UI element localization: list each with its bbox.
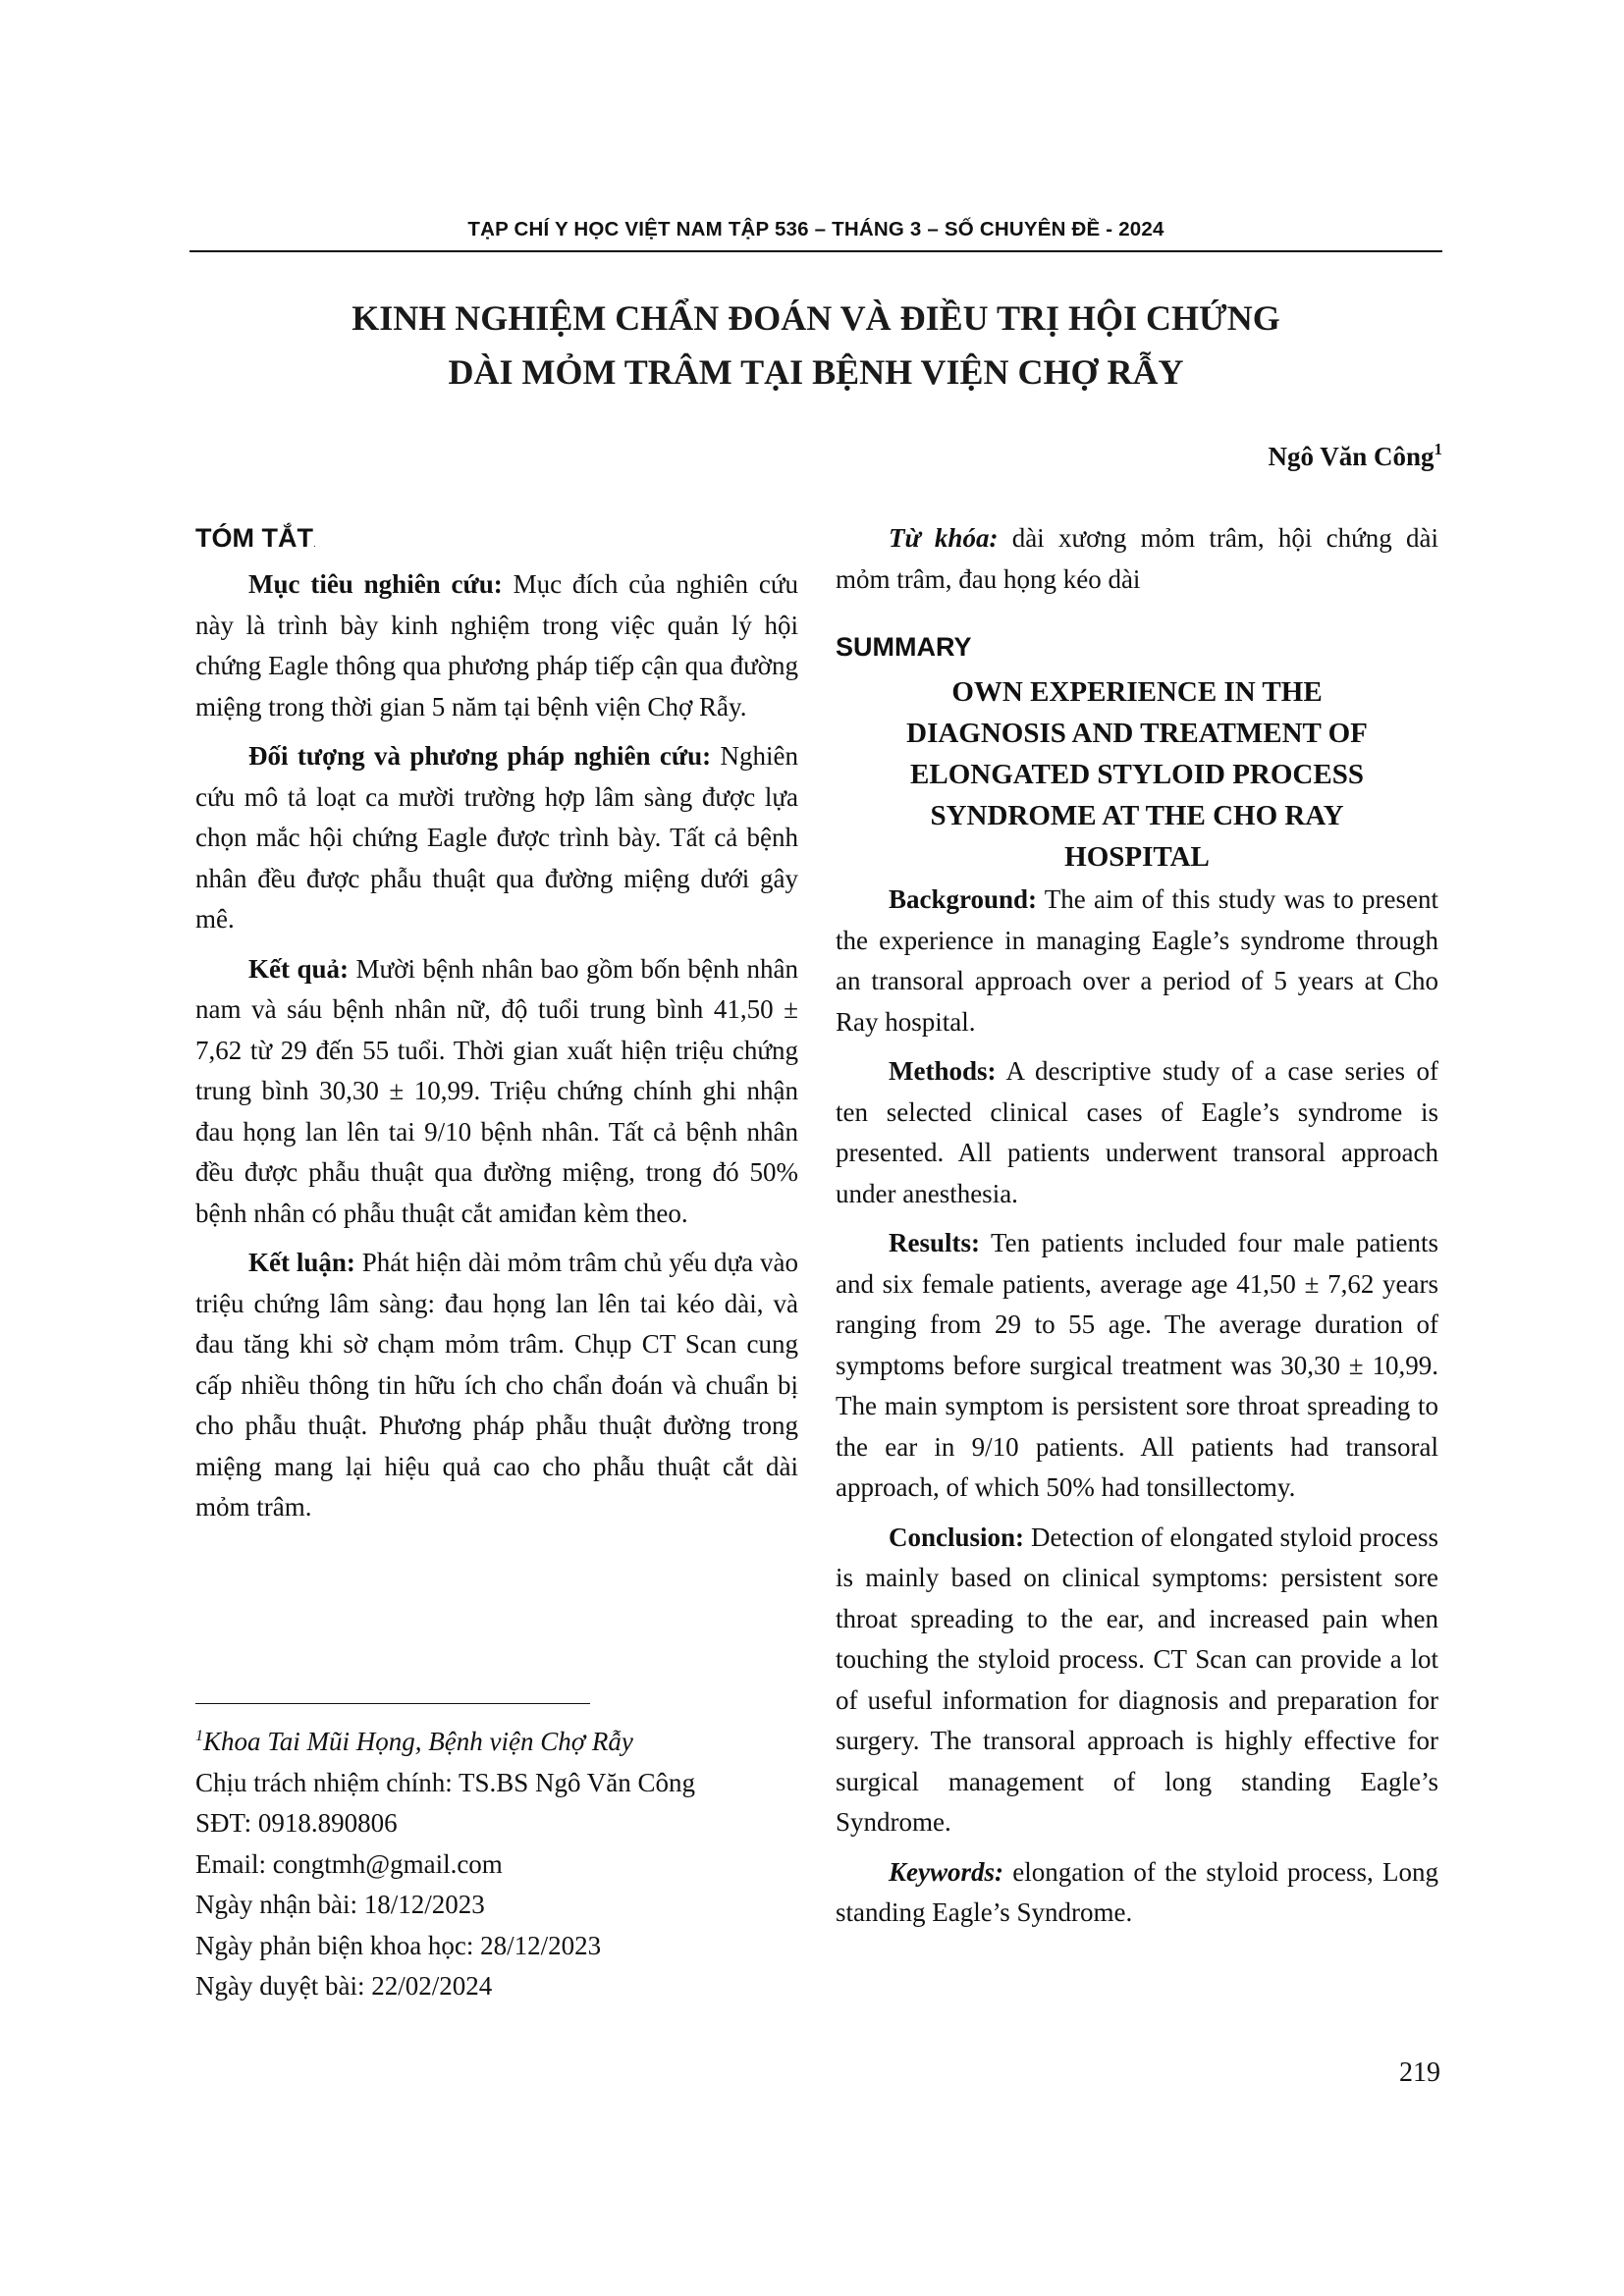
en-conclusion-label: Conclusion: — [889, 1522, 1025, 1552]
en-results-text: Ten patients included four male patients and six female patients, average age 41,50 ± 7,62 years ranging from 29 to 55 age. The average duration of symptoms before surgical treatment was 30,30 ± 10,99. The main symptom is persistent sore throat spreading to the ear in 9/10 patients. All patients had transoral approach, of which 50% had tonsillectomy. — [836, 1228, 1438, 1502]
left-column — [195, 518, 798, 1537]
english-title-line-3: ELONGATED STYLOID PROCESS — [910, 759, 1364, 790]
english-title — [836, 671, 1438, 878]
en-keywords-text: elongation of the styloid process, Long standing Eagle’s Syndrome. — [836, 1856, 1438, 1927]
vn-methods-paragraph — [195, 736, 798, 940]
en-results-paragraph — [836, 1223, 1438, 1509]
title-line-2: DÀI MỎM TRÂM TẠI BỆNH VIỆN CHỢ RẪY — [448, 352, 1184, 392]
en-background-label: Background: — [889, 884, 1038, 914]
vn-results-text: Mười bệnh nhân bao gồm bốn bệnh nhân nam và sáu bệnh nhân nữ, độ tuổi trung bình 41,50 ± 7,62 từ 29 đến 55 tuổi. Thời gian xuất hiện triệu chứng trung bình 30,30 ± 10,99. Triệu chứng chính ghi nhận đau họng lan lên tai 9/10 bệnh nhân. Tất cả bệnh nhân đều được phẫu thuật qua đường miệng, trong đó 50% bệnh nhân có phẫu thuật cắt amiđan kèm theo. — [195, 953, 799, 1228]
english-title-line-2: DIAGNOSIS AND TREATMENT OF — [906, 718, 1368, 749]
page-number: 219 — [1399, 2057, 1440, 2088]
footnote-received: Ngày nhận bài: 18/12/2023 — [195, 1890, 485, 1919]
en-conclusion-text: Detection of elongated styloid process is mainly based on clinical symptoms: persistent sore throat spreading to the ear, and increased pain when touching the styloid process. CT Scan can provide a lot of useful information for diagnosis and preparation for surgery. The transoral approach is highly effective for surgical management of long standing Eagle’s Syndrome. — [836, 1522, 1438, 1837]
author — [1268, 440, 1442, 472]
vn-abstract-heading: TÓM TẮT. — [195, 523, 316, 553]
title-line-1: KINH NGHIỆM CHẨN ĐOÁN VÀ ĐIỀU TRỊ HỘI CHỨNG — [352, 298, 1280, 338]
english-title-line-5: HOSPITAL — [1064, 841, 1210, 873]
en-keywords-paragraph — [836, 1852, 1438, 1934]
en-methods-paragraph — [836, 1051, 1438, 1214]
footnotes — [195, 1716, 798, 2007]
english-title-line-4: SYNDROME AT THE CHO RAY — [930, 800, 1344, 831]
en-methods-label: Methods: — [889, 1056, 997, 1086]
vn-objective-paragraph — [195, 564, 798, 727]
footnote-accepted: Ngày duyệt bài: 22/02/2024 — [195, 1971, 493, 2001]
author-name: Ngô Văn Công — [1268, 442, 1435, 471]
vn-conclusion-label: Kết luận: — [248, 1248, 355, 1277]
footnote-phone: SĐT: 0918.890806 — [195, 1808, 398, 1838]
footnote-responsible: Chịu trách nhiệm chính: TS.BS Ngô Văn Công — [195, 1767, 695, 1797]
header-rule — [189, 250, 1442, 252]
vn-conclusion-paragraph — [195, 1243, 798, 1528]
vn-conclusion-text: Phát hiện dài mỏm trâm chủ yếu dựa vào triệu chứng lâm sàng: đau họng lan lên tai kéo dài, và đau tăng khi sờ chạm mỏm trâm. Chụp CT Scan cung cấp nhiều thông tin hữu ích cho chẩn đoán và chuẩn bị cho phẫu thuật. Phương pháp phẫu thuật đường trong miệng mang lại hiệu quả cao cho phẫu thuật cắt dài mỏm trâm. — [195, 1248, 798, 1522]
vn-keywords-paragraph — [836, 518, 1438, 600]
english-title-line-1: OWN EXPERIENCE IN THE — [951, 676, 1323, 708]
running-header: TẠP CHÍ Y HỌC VIỆT NAM TẬP 536 – THÁNG 3 – SỐ CHUYÊN ĐỀ - 2024 — [467, 218, 1164, 240]
vn-objective-text: Mục đích của nghiên cứu này là trình bày kinh nghiệm trong việc quản lý hội chứng Eagle thông qua phương pháp tiếp cận qua đường miệng trong thời gian 5 năm tại bệnh viện Chợ Rẫy. — [195, 569, 798, 721]
vn-methods-text: Nghiên cứu mô tả loạt ca mười trường hợp lâm sàng được lựa chọn mắc hội chứng Eagle được trình bày. Tất cả bệnh nhân đều được phẫu thuật qua đường miệng dưới gây mê. — [195, 741, 799, 934]
footnote-affiliation: $^1$Khoa Tai Mũi Họng, Bệnh viện Chợ Rẫy — [195, 1727, 633, 1756]
vn-keywords-label: Từ khóa: — [889, 523, 999, 553]
vn-objective-label: Mục tiêu nghiên cứu: — [248, 569, 503, 599]
en-conclusion-paragraph — [836, 1518, 1438, 1843]
en-methods-text: A descriptive study of a case series of ten selected clinical cases of Eagle’s syndrome is presented. All patients underwent transoral approach under anesthesia. — [836, 1056, 1438, 1208]
author-affiliation-mark: 1 — [1434, 440, 1442, 458]
right-column — [836, 518, 1438, 1943]
en-results-label: Results: — [889, 1228, 980, 1257]
en-keywords-label: Keywords: — [889, 1856, 1003, 1887]
vn-results-paragraph — [195, 949, 798, 1235]
en-background-text: The aim of this study was to present the experience in managing Eagle’s syndrome through an transoral approach over a period of 5 years at Cho Ray hospital. — [836, 884, 1438, 1037]
vn-results-label: Kết quả: — [248, 953, 350, 984]
article-title — [189, 292, 1442, 400]
summary-heading: SUMMARY — [836, 632, 972, 662]
vn-keywords-text: dài xương mỏm trâm, hội chứng dài mỏm trâm, đau họng kéo dài — [836, 523, 1438, 594]
footnote-rule — [195, 1703, 590, 1704]
footnote-email: Email: congtmh@gmail.com — [195, 1848, 503, 1879]
footnote-reviewed: Ngày phản biện khoa học: 28/12/2023 — [195, 1930, 602, 1960]
en-background-paragraph — [836, 880, 1438, 1042]
vn-methods-label: Đối tượng và phương pháp nghiên cứu: — [248, 741, 712, 771]
